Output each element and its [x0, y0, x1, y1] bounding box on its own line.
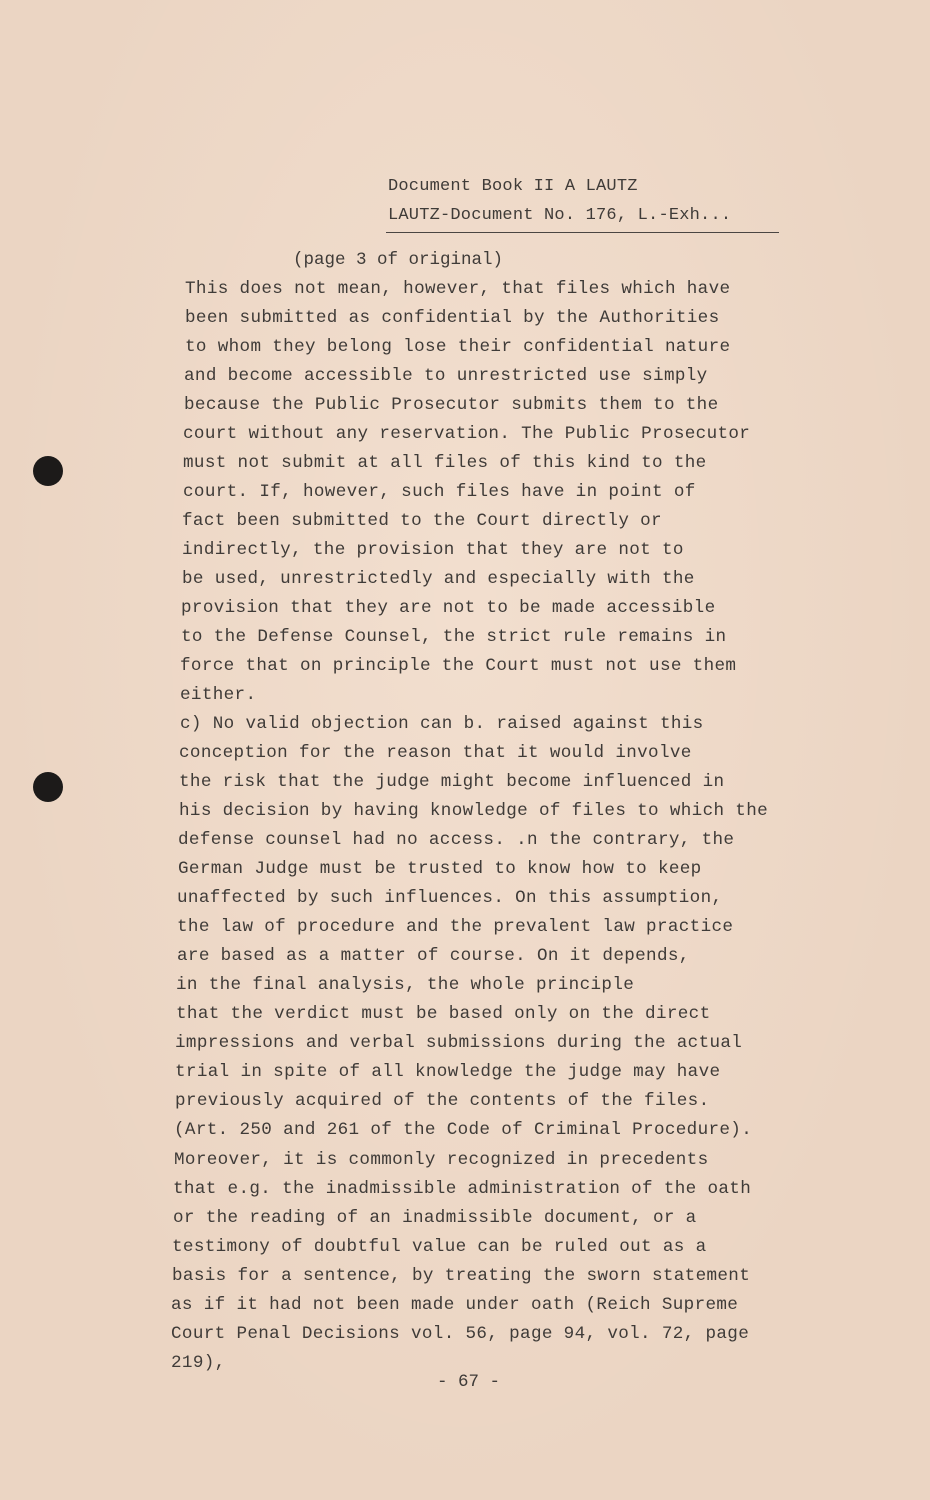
body-line: as if it had not been made under oath (Reich Supreme	[171, 1295, 739, 1315]
body-line: (Art. 250 and 261 of the Code of Criminal Procedure).	[174, 1120, 753, 1140]
body-line: provision that they are not to be made accessible	[181, 598, 716, 618]
body-line: conception for the reason that it would involve	[179, 743, 692, 763]
body-line: defense counsel had no access. .n the contrary, the	[178, 830, 735, 850]
body-line: trial in spite of all knowledge the judge may have	[175, 1062, 721, 1082]
body-line: to the Defense Counsel, the strict rule remains in	[181, 627, 727, 647]
original-page-reference: (page 3 of original)	[293, 250, 504, 270]
body-line: c) No valid objection can b. raised against this	[180, 714, 704, 734]
body-line: Court Penal Decisions vol. 56, page 94, vol. 72, page	[171, 1324, 750, 1344]
body-line: that e.g. the inadmissible administration of the oath	[173, 1179, 752, 1199]
body-line: the law of procedure and the prevalent law practice	[177, 917, 734, 937]
body-line: This does not mean, however, that files which have	[185, 279, 731, 299]
body-line: in the final analysis, the whole principle	[176, 975, 635, 995]
body-line: court. If, however, such files have in point of	[183, 482, 696, 502]
punch-hole	[33, 456, 63, 486]
body-line: either.	[180, 685, 257, 705]
body-line: unaffected by such influences. On this assumption,	[177, 888, 723, 908]
body-line: previously acquired of the contents of the files.	[175, 1091, 710, 1111]
body-line: that the verdict must be based only on the direct	[176, 1004, 711, 1024]
body-line: his decision by having knowledge of files to which the	[179, 801, 769, 821]
body-line: and become accessible to unrestricted use simply	[184, 366, 708, 386]
body-line: are based as a matter of course. On it depends,	[177, 946, 690, 966]
body-line: been submitted as confidential by the Authorities	[185, 308, 720, 328]
body-line: indirectly, the provision that they are not to	[182, 540, 684, 560]
body-line: must not submit at all files of this kind to the	[183, 453, 707, 473]
body-line: 219),	[171, 1353, 226, 1373]
body-line: German Judge must be trusted to know how to keep	[178, 859, 702, 879]
body-line: court without any reservation. The Public Prosecutor	[183, 424, 751, 444]
body-line: the risk that the judge might become influenced in	[179, 772, 725, 792]
body-line: because the Public Prosecutor submits them to the	[184, 395, 719, 415]
body-line: force that on principle the Court must not use them	[180, 656, 737, 676]
header-document-number: LAUTZ-Document No. 176, L.-Exh...	[388, 206, 732, 225]
body-line: Moreover, it is commonly recognized in precedents	[174, 1150, 709, 1170]
header-book-reference: Document Book II A LAUTZ	[388, 177, 638, 196]
body-line: testimony of doubtful value can be ruled out as a	[172, 1237, 707, 1257]
body-line: or the reading of an inadmissible document, or a	[173, 1208, 697, 1228]
body-line: to whom they belong lose their confidential nature	[185, 337, 731, 357]
body-line: fact been submitted to the Court directly or	[182, 511, 662, 531]
body-line: impressions and verbal submissions during the actual	[175, 1033, 743, 1053]
punch-hole	[33, 772, 63, 802]
body-line: be used, unrestrictedly and especially with the	[182, 569, 695, 589]
page-number: - 67 -	[437, 1372, 501, 1392]
body-line: basis for a sentence, by treating the sworn statement	[172, 1266, 751, 1286]
